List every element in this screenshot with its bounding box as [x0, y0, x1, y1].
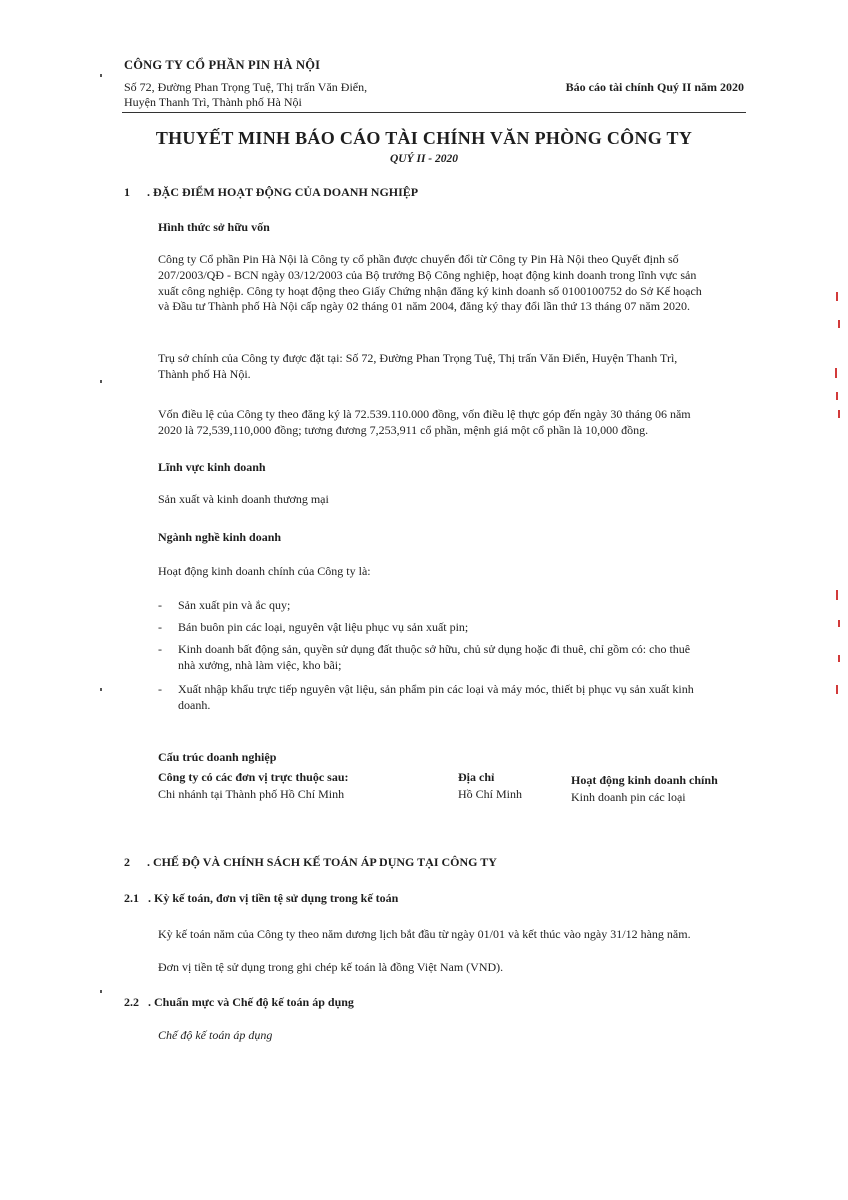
section-1-number: 1 — [124, 185, 130, 199]
section-2-heading: . CHẾ ĐỘ VÀ CHÍNH SÁCH KẾ TOÁN ÁP DỤNG TẠI CÔNG TY — [147, 855, 497, 869]
company-address — [124, 80, 367, 110]
headquarters-line: Thành phố Hà Nội. — [158, 366, 251, 381]
bullet-dash: - — [158, 642, 162, 656]
bullet-dash: - — [158, 598, 162, 612]
address-line-2: Huyện Thanh Trì, Thành phố Hà Nội — [124, 95, 302, 109]
scan-speck — [100, 990, 102, 993]
section-2-number: 2 — [124, 855, 130, 869]
charter-capital-paragraph — [158, 407, 744, 439]
scan-mark — [835, 368, 837, 378]
bullet-line: nhà xưởng, nhà làm việc, kho bãi; — [178, 657, 342, 672]
subsection-2-1-number: 2.1 — [124, 891, 139, 905]
scan-mark — [838, 655, 840, 662]
charter-capital-line: 2020 là 72,539,110,000 đồng; tương đương 7,253,911 cổ phần, mệnh giá một cổ phần là 10,000 đồng. — [158, 422, 649, 437]
ownership-heading: Hình thức sở hữu vốn — [158, 220, 270, 234]
industry-heading: Ngành nghề kinh doanh — [158, 530, 282, 544]
bullet-item — [178, 598, 746, 614]
bullet-dash: - — [158, 682, 162, 696]
bullet-line: Bán buôn pin các loại, nguyên vật liệu phục vụ sản xuất pin; — [178, 620, 469, 634]
currency-unit-text: Đơn vị tiền tệ sử dụng trong ghi chép kế toán là đồng Việt Nam (VND). — [158, 960, 504, 974]
bullet-line: Sản xuất pin và ắc quy; — [178, 598, 291, 612]
scan-mark — [838, 410, 840, 418]
scan-speck — [100, 74, 102, 77]
subsection-2-2-number: 2.2 — [124, 995, 139, 1009]
section-1-heading: . ĐẶC ĐIỂM HOẠT ĐỘNG CỦA DOANH NGHIỆP — [147, 185, 419, 199]
business-field-text: Sản xuất và kinh doanh thương mại — [158, 492, 329, 506]
document-subtitle: QUÝ II - 2020 — [389, 153, 459, 165]
bullet-dash: - — [158, 620, 162, 634]
structure-cell-address: Hồ Chí Minh — [458, 787, 523, 801]
company-name: CÔNG TY CỔ PHẦN PIN HÀ NỘI — [124, 58, 321, 72]
scan-mark — [836, 392, 838, 400]
bullet-line: Xuất nhập khẩu trực tiếp nguyên vật liệu, sản phẩm pin các loại và máy móc, thiết bị phục vụ sản xuất kinh — [178, 682, 694, 696]
ownership-line: 207/2003/QĐ - BCN ngày 03/12/2003 của Bộ trưởng Bộ Công nghiệp, hoạt động kinh doanh trong lĩnh vực sản — [158, 267, 697, 282]
scan-speck — [100, 380, 102, 383]
subsection-2-2-heading: . Chuẩn mực và Chế độ kế toán áp dụng — [148, 995, 354, 1009]
bullet-line: doanh. — [178, 697, 211, 712]
structure-col-activity: Hoạt động kinh doanh chính — [571, 773, 718, 787]
scan-mark — [836, 590, 838, 600]
structure-cell-unit: Chi nhánh tại Thành phố Hồ Chí Minh — [158, 787, 345, 801]
bullet-item — [178, 682, 746, 714]
headquarters-paragraph — [158, 351, 744, 383]
ownership-paragraph — [158, 252, 744, 315]
subsection-2-1-heading: . Kỳ kế toán, đơn vị tiền tệ sử dụng trong kế toán — [148, 891, 399, 905]
accounting-regime-italic: Chế độ kế toán áp dụng — [158, 1028, 273, 1042]
structure-cell-activity: Kinh doanh pin các loại — [571, 790, 686, 804]
industry-intro: Hoạt động kinh doanh chính của Công ty là: — [158, 564, 371, 578]
bullet-item — [178, 642, 746, 674]
structure-col-units: Công ty có các đơn vị trực thuộc sau: — [158, 770, 349, 784]
scan-mark — [836, 292, 838, 301]
header-divider — [122, 112, 746, 113]
structure-heading: Cấu trúc doanh nghiệp — [158, 750, 277, 764]
scan-mark — [838, 320, 840, 328]
ownership-line: Công ty Cổ phần Pin Hà Nội là Công ty cổ phần được chuyển đổi từ Công ty Pin Hà Nội theo Quyết định số — [158, 252, 679, 266]
scan-mark — [836, 685, 838, 694]
business-field-heading: Lĩnh vực kinh doanh — [158, 460, 266, 474]
scan-mark — [838, 620, 840, 627]
bullet-item — [178, 620, 746, 636]
scan-speck — [100, 688, 102, 691]
bullet-line: Kinh doanh bất động sản, quyền sử dụng đất thuộc sở hữu, chủ sử dụng hoặc đi thuê, chỉ gồm có: cho thuê — [178, 642, 691, 656]
report-label: Báo cáo tài chính Quý II năm 2020 — [565, 80, 744, 94]
ownership-line: xuất công nghiệp. Công ty hoạt động theo Giấy Chứng nhận đăng ký kinh doanh số 0100100752 do Sở Kế hoạch — [158, 283, 702, 298]
charter-capital-line: Vốn điều lệ của Công ty theo đăng ký là 72.539.110.000 đồng, vốn điều lệ thực góp đến ngày 30 tháng 06 năm — [158, 407, 691, 421]
accounting-period-text: Kỳ kế toán năm của Công ty theo năm dương lịch bắt đầu từ ngày 01/01 và kết thúc vào ngày 31/12 hàng năm. — [158, 927, 691, 941]
ownership-line: và Đầu tư Thành phố Hà Nội cấp ngày 02 tháng 01 năm 2004, đăng ký thay đổi lần thứ 13 tháng 07 năm 2020. — [158, 299, 691, 314]
structure-col-address: Địa chỉ — [458, 770, 495, 784]
address-line-1: Số 72, Đường Phan Trọng Tuệ, Thị trấn Văn Điển, — [124, 80, 368, 94]
document-title: THUYẾT MINH BÁO CÁO TÀI CHÍNH VĂN PHÒNG CÔNG TY — [155, 128, 693, 148]
headquarters-line: Trụ sở chính của Công ty được đặt tại: Số 72, Đường Phan Trọng Tuệ, Thị trấn Văn Điển, Huyện Thanh Trì, — [158, 351, 678, 365]
